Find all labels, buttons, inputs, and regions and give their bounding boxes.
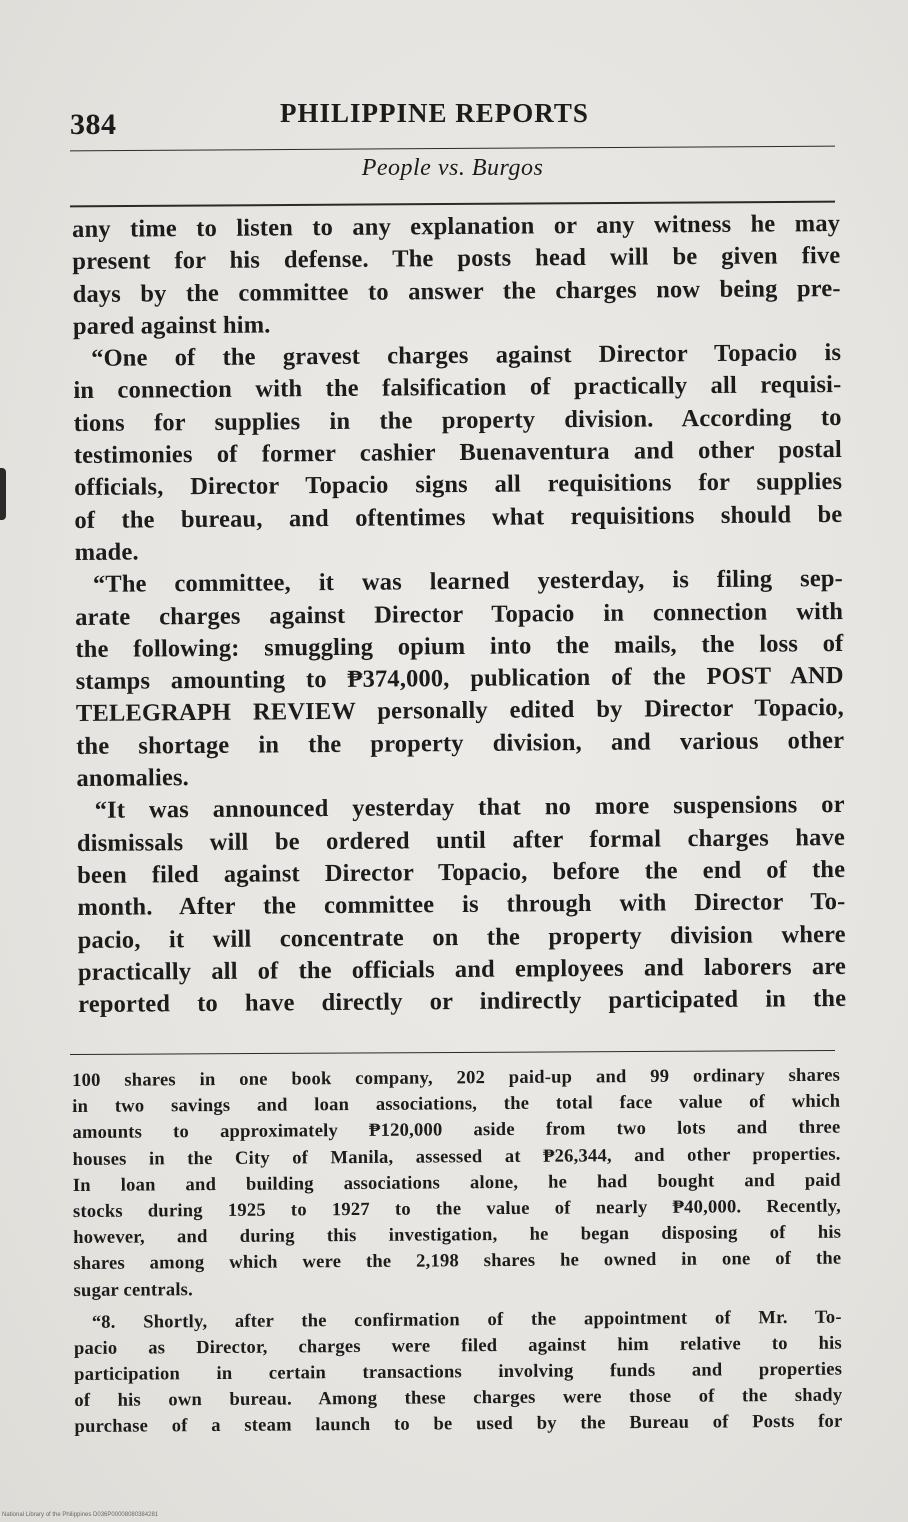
- page-header: [70, 92, 835, 140]
- footnote-line: 100 shares in one book company, 202 paid-up and 99 ordinary shares: [72, 1064, 841, 1091]
- footnote-line: however, and during this investigation, he began disposing of his: [73, 1221, 842, 1249]
- footnote-line: pacio as Director, charges were filed against him relative to his: [73, 1332, 843, 1359]
- footnote-line: In loan and building associations alone, he had bought and paid: [72, 1169, 841, 1196]
- body-line: any time to listen to any explanation or any witness he may: [72, 209, 841, 243]
- body-line: officials, Director Topacio signs all requisitions for supplies: [74, 468, 843, 502]
- body-line: pared against him.: [72, 311, 271, 340]
- footnote-line: amounts to approximately ₱120,000 aside from two lots and three: [72, 1117, 841, 1144]
- case-title-rule: [70, 201, 835, 208]
- footnote-line: houses in the City of Manila, assessed at ₱26,344, and other properties.: [72, 1143, 841, 1170]
- body-line: days by the committee to answer the charges now being pre-: [72, 274, 841, 308]
- footnote-line: stocks during 1925 to 1927 to the value of nearly ₱40,000. Recently,: [72, 1195, 842, 1222]
- footnotes: [72, 1063, 843, 1441]
- body-line: “One of the gravest charges against Director Topacio is: [91, 339, 842, 373]
- body-line: TELEGRAPH REVIEW personally edited by Director Topacio,: [75, 694, 845, 728]
- footnote-line: sugar centrals.: [73, 1278, 193, 1301]
- body-line: practically all of the officials and employees and laborers are: [77, 952, 847, 986]
- body-line: made.: [74, 538, 139, 566]
- body-line: “The committee, it was learned yesterday, is filing sep-: [92, 565, 843, 599]
- body-line: in connection with the falsification of practically all requisi-: [73, 371, 842, 405]
- body-line: “It was announced yesterday that no more suspensions or: [94, 791, 845, 825]
- body-line: anomalies.: [76, 764, 189, 793]
- body-line: month. After the committee is through with Director To-: [77, 888, 846, 922]
- header-rule: [70, 146, 835, 152]
- page-number: 384: [70, 108, 117, 141]
- running-title: PHILIPPINE REPORTS: [280, 98, 589, 128]
- body-line: testimonies of former cashier Buenaventura and other postal: [73, 436, 842, 470]
- body-text: [72, 208, 846, 1021]
- body-line: pacio, it will concentrate on the property division where: [77, 920, 846, 954]
- footnote-line: participation in certain transactions involving funds and properties: [74, 1358, 843, 1386]
- body-line: of the bureau, and oftentimes what requisitions should be: [74, 500, 843, 534]
- library-credit: National Library of the Philippines D036P00008080384281: [2, 1512, 159, 1518]
- body-line: present for his defense. The posts head will be given five: [72, 242, 841, 276]
- footnote-rule: [70, 1050, 835, 1055]
- footnote-line: purchase of a steam launch to be used by the Bureau of Posts for: [74, 1411, 843, 1438]
- body-line: arate charges against Director Topacio in connection with: [75, 597, 844, 631]
- binding-shadow: [0, 468, 6, 520]
- case-title: People vs. Burgos: [361, 155, 544, 181]
- body-line: been filed against Director Topacio, before the end of the: [77, 855, 846, 889]
- footnote-line: in two savings and loan associations, the total face value of which: [72, 1090, 841, 1118]
- body-line: the following: smuggling opium into the mails, the loss of: [75, 629, 844, 663]
- footnote-line: shares among which were the 2,198 shares he owned in one of the: [73, 1247, 842, 1275]
- body-line: the shortage in the property division, and various other: [76, 726, 845, 760]
- body-line: tions for supplies in the property division. According to: [73, 403, 842, 437]
- footnote-line: “8. Shortly, after the confirmation of the appointment of Mr. To-: [91, 1306, 842, 1333]
- body-line: dismissals will be ordered until after formal charges have: [76, 823, 846, 857]
- body-line: stamps amounting to ₱374,000, publication of the POST AND: [75, 662, 844, 696]
- body-line: reported to have directly or indirectly participated in the: [78, 985, 847, 1019]
- footnote-line: of his own bureau. Among these charges were those of the shady: [74, 1384, 843, 1412]
